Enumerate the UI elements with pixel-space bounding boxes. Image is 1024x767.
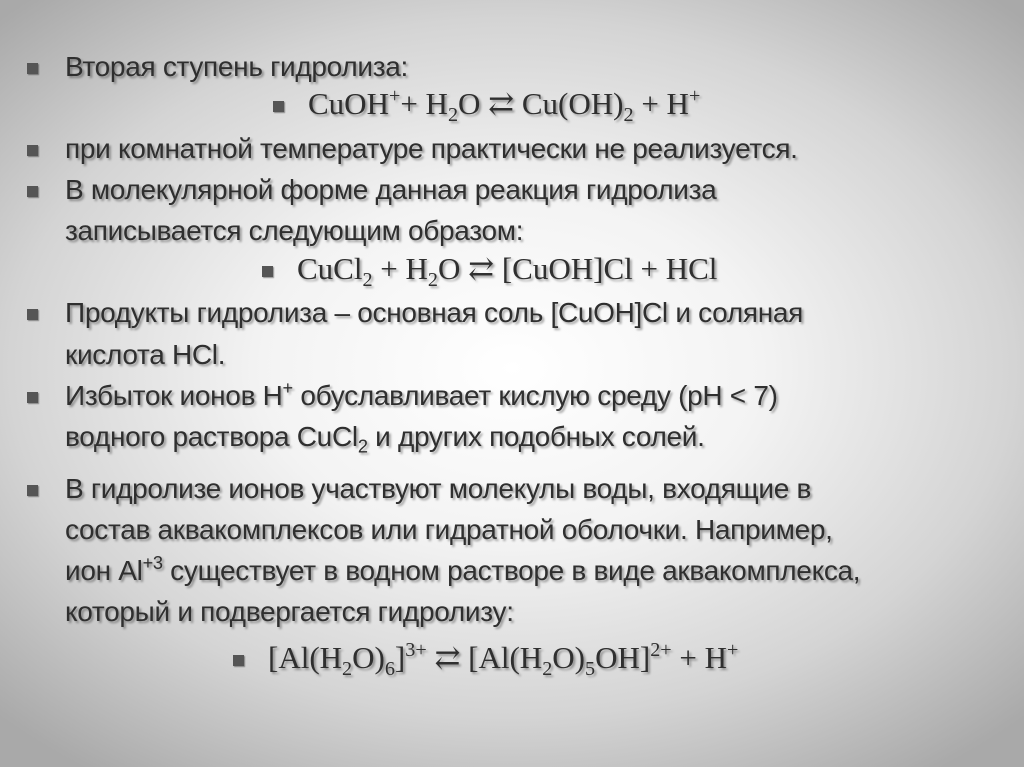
text-line: В молекулярной форме данная реакция гидролиза	[65, 174, 717, 205]
equation-3: $[Al(H_2O)_6]^{3+}$ ⇄ $[Al(H_2O)_5OH]^{2+} + H^+$	[268, 638, 739, 681]
bullet	[27, 186, 38, 197]
bullet	[27, 145, 38, 156]
bullet	[262, 266, 273, 277]
text-line: ион $Al^{+3}$ существует в водном растворе в виде аквакомплекса,	[65, 553, 861, 586]
bullet	[27, 63, 38, 74]
text-line: Вторая ступень гидролиза:	[65, 51, 409, 82]
text-line: записывается следующим образом:	[65, 215, 524, 246]
bullet	[273, 101, 284, 112]
text-line: Избыток ионов H+ обуславливает кислую среду (pH < 7)	[65, 378, 778, 411]
text-line: при комнатной температуре практически не реализуется.	[65, 133, 798, 164]
text-line: который и подвергается гидролизу:	[65, 596, 514, 627]
equation-2: CuCl$_2$ + $H_2O$ ⇄ [CuOH]Cl + HCl	[297, 251, 718, 292]
text-line: кислота HCl.	[65, 339, 226, 370]
bullet	[27, 392, 38, 403]
text-line: Продукты гидролиза – основная соль [CuOH]Cl и соляная	[65, 297, 804, 328]
text-line: В гидролизе ионов участвуют молекулы воды, входящие в	[65, 473, 812, 504]
bullet	[27, 485, 38, 496]
bullet	[233, 655, 244, 666]
equation-1: CuOH++ $H_2O$ ⇄ $Cu(OH)_2 + H^+$	[308, 84, 701, 127]
text-line: водного раствора CuCl$_2$ и других подобных солей.	[65, 421, 705, 457]
bullet	[27, 309, 38, 320]
text-line: состав аквакомплексов или гидратной оболочки. Например,	[65, 514, 833, 545]
